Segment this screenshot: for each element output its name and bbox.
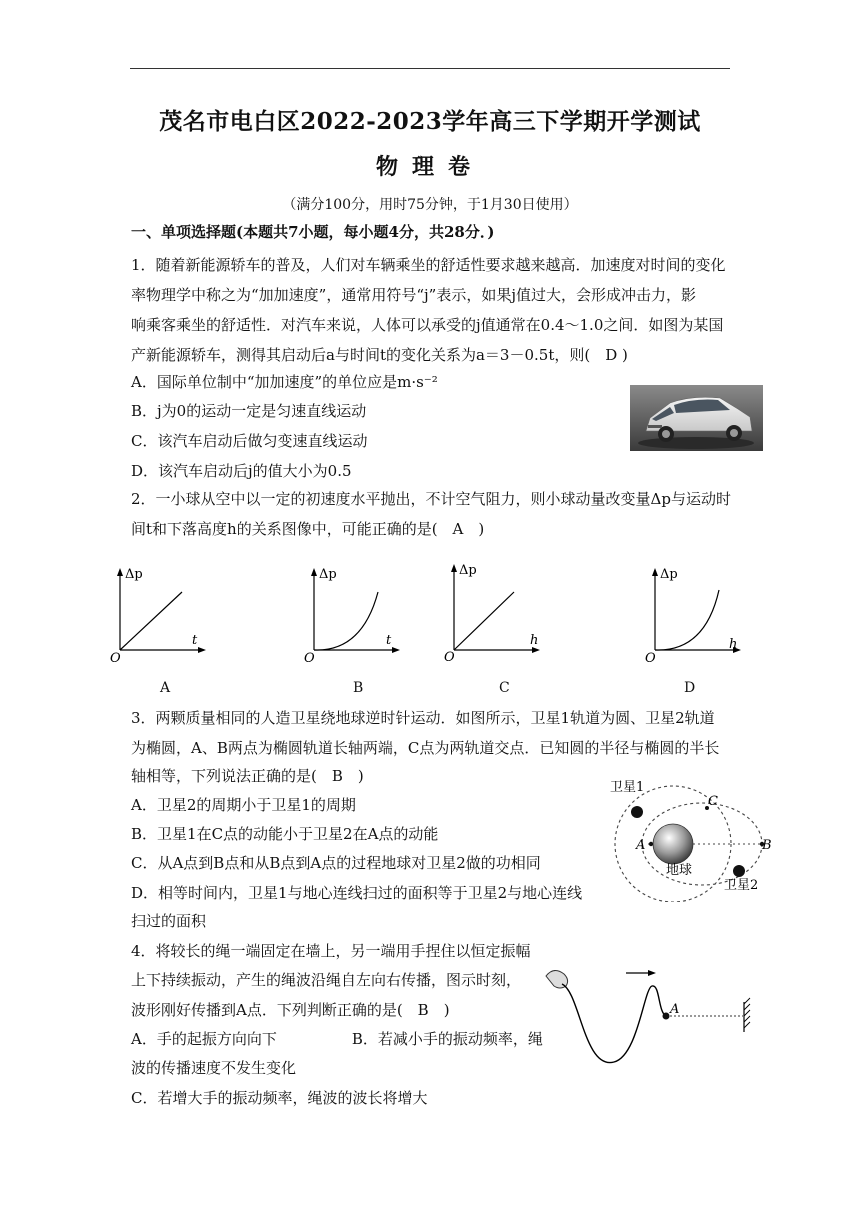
car-photo	[630, 385, 763, 451]
q1-option-c: C．该汽车启动后做匀变速直线运动	[131, 432, 368, 450]
q1-option-d: D．该汽车启动后j的值大小为0.5	[131, 462, 352, 480]
graph-d-origin: O	[645, 651, 656, 666]
graph-b-caption: B	[353, 680, 364, 696]
q1-option-a: A．国际单位制中“加加速度”的单位应是m·s⁻²	[131, 373, 438, 391]
sat2-label: 卫星2	[724, 878, 759, 893]
graph-c	[442, 558, 542, 663]
q3-option-d: D．相等时间内，卫星1与地心连线扫过的面积等于卫星2与地心连线	[131, 884, 583, 902]
graph-b-x-label: t	[386, 633, 392, 648]
graph-d-x-label: h	[729, 637, 738, 652]
graph-c-origin: O	[444, 650, 455, 663]
graph-d	[643, 562, 743, 667]
q1-line-3: 响乘客乘坐的舒适性．对汽车来说，人体可以承受的j值通常在0.4～1.0之间．如图为某国	[131, 316, 724, 334]
point-a-label-wave: A	[670, 1002, 680, 1017]
q3-line-2: 为椭圆，A、B两点为椭圆轨道长轴两端，C点为两轨道交点．已知圆的半径与椭圆的半长	[131, 739, 720, 757]
graph-c-x-label: h	[530, 633, 539, 648]
point-c-label: C	[708, 794, 718, 809]
q2-line-2: 间t和下落高度h的关系图像中，可能正确的是( A )	[131, 520, 485, 538]
q1-line-2: 率物理学中称之为“加加速度”，通常用符号“j”表示，如果j值过大，会形成冲击力，影	[131, 286, 696, 304]
page-title: 茂名市电白区2022-2023学年高三下学期开学测试	[159, 108, 701, 135]
q3-option-b: B．卫星1在C点的动能小于卫星2在A点的动能	[131, 825, 439, 843]
sat1-label: 卫星1	[610, 780, 645, 795]
satellite2-icon	[733, 865, 745, 877]
q4-line-5: 波的传播速度不发生变化	[131, 1059, 297, 1077]
arrow-right-icon	[648, 970, 656, 976]
section-heading: 一、单项选择题(本题共7小题，每小题4分，共28分．)	[131, 223, 495, 241]
q4-line-3: 波形刚好传播到A点．下列判断正确的是( B )	[131, 1001, 450, 1019]
graph-a-y-label: Δp	[125, 567, 143, 582]
q3-line-3: 轴相等，下列说法正确的是( B )	[131, 767, 364, 785]
rope-wave-diagram	[540, 962, 760, 1072]
graph-c-y-label: Δp	[459, 563, 477, 578]
q4-line-2: 上下持续振动，产生的绳波沿绳自左向右传播，图示时刻，	[131, 971, 522, 989]
graph-a-caption: A	[160, 680, 171, 696]
q1-line-4: 产新能源轿车，测得其启动后a与时间t的变化关系为a＝3－0.5t，则( D )	[131, 346, 628, 364]
satellite1-icon	[631, 806, 643, 818]
exam-note: （满分100分，用时75分钟，于1月30日使用）	[282, 197, 578, 213]
q3-option-a: A．卫星2的周期小于卫星1的周期	[131, 796, 356, 814]
q3-option-d-cont: 扫过的面积	[131, 912, 207, 930]
top-rule	[130, 68, 730, 69]
q1-option-b: B．j为0的运动一定是匀速直线运动	[131, 402, 367, 420]
q4-line-4: A．手的起振方向向下 B．若减小手的振动频率，绳	[131, 1030, 543, 1048]
graph-a-origin: O	[110, 651, 121, 666]
page-subtitle: 物理卷	[375, 154, 484, 180]
graph-a-x-label: t	[192, 633, 198, 648]
point-b-label: B	[762, 838, 772, 853]
graph-b	[302, 562, 402, 667]
graph-d-y-label: Δp	[660, 567, 678, 582]
point-a-label: A	[636, 838, 646, 853]
orbit-diagram	[606, 772, 782, 902]
q4-line-6: C．若增大手的振动频率，绳波的波长将增大	[131, 1089, 428, 1107]
q2-line-1: 2．一小球从空中以一定的初速度水平抛出，不计空气阻力，则小球动量改变量Δp与运动时	[131, 490, 731, 508]
graph-d-caption: D	[684, 680, 696, 696]
earth-label: 地球	[666, 863, 693, 878]
graph-c-caption: C	[499, 680, 510, 696]
graph-b-y-label: Δp	[319, 567, 337, 582]
q4-line-1: 4．将较长的绳一端固定在墙上，另一端用手捏住以恒定振幅	[131, 942, 531, 960]
q3-line-1: 3．两颗质量相同的人造卫星绕地球逆时针运动．如图所示，卫星1轨道为圆、卫星2轨道	[131, 709, 715, 727]
graph-a	[108, 562, 208, 667]
q3-option-c: C．从A点到B点和从B点到A点的过程地球对卫星2做的功相同	[131, 854, 541, 872]
graph-b-origin: O	[304, 651, 315, 666]
q1-line-1: 1．随着新能源轿车的普及，人们对车辆乘坐的舒适性要求越来越高．加速度对时间的变化	[131, 256, 726, 274]
earth-icon	[653, 824, 693, 864]
